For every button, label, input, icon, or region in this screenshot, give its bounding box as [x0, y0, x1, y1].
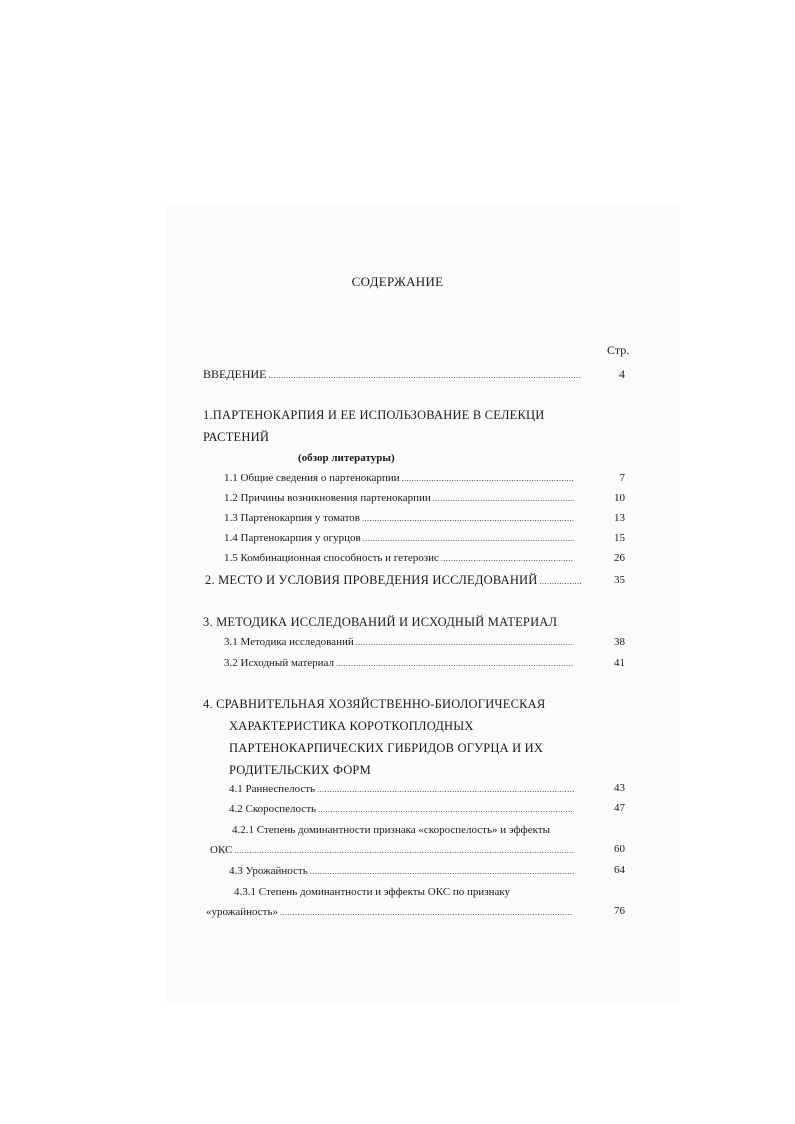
toc-entry-4-1[interactable]: [229, 783, 574, 795]
chapter-1-title-line-2: РАСТЕНИЙ: [203, 430, 270, 444]
toc-entry-label: 4.2 Скороспелость: [229, 803, 317, 815]
chapter-4-title-line-4: РОДИТЕЛЬСКИХ ФОРМ: [229, 763, 371, 777]
toc-entry-3-1[interactable]: [224, 636, 574, 648]
toc-entry-label: 2. МЕСТО И УСЛОВИЯ ПРОВЕДЕНИЯ ИССЛЕДОВАНИЙ: [205, 573, 538, 587]
toc-entry-1-2[interactable]: [224, 492, 574, 504]
toc-entry-label: 1.3 Партенокарпия у томатов: [224, 512, 360, 524]
toc-entry-page: 10: [614, 492, 625, 504]
page-column-header: Стр.: [607, 343, 630, 357]
scanned-sheet: [166, 205, 680, 1005]
toc-entry-1-5[interactable]: [224, 552, 574, 564]
toc-title: СОДЕРЖАНИЕ: [351, 274, 444, 289]
toc-entry-label: 1.1 Общие сведения о партенокарпии: [224, 472, 400, 484]
toc-entry-3-2[interactable]: [224, 657, 574, 669]
toc-entry-page: 47: [614, 802, 625, 814]
toc-entry-page: 64: [614, 864, 625, 876]
toc-entry-1-1[interactable]: [224, 472, 574, 484]
toc-entry-page: 26: [614, 552, 625, 564]
toc-entry-label: ОКС: [210, 844, 233, 856]
chapter-1-subtitle: (обзор литературы): [298, 452, 395, 464]
chapter-1-title-line-1: 1.ПАРТЕНОКАРПИЯ И ЕЕ ИСПОЛЬЗОВАНИЕ В СЕЛЕКЦИ: [203, 408, 545, 422]
toc-entry-page: 15: [614, 532, 625, 544]
toc-entry-page: 76: [614, 905, 625, 917]
chapter-4-title-line-2: ХАРАКТЕРИСТИКА КОРОТКОПЛОДНЫХ: [229, 719, 474, 733]
toc-entry-page: 7: [619, 472, 625, 484]
toc-entry-page: 4: [619, 367, 625, 381]
toc-entry-page: 43: [614, 782, 625, 794]
toc-entry-4-2-1[interactable]: [210, 844, 574, 856]
toc-entry-label: 4.3 Урожайность: [229, 865, 308, 877]
toc-entry-4-3-1[interactable]: [206, 906, 572, 918]
toc-entry-page: 38: [614, 636, 625, 648]
toc-entry-page: 13: [614, 512, 625, 524]
chapter-4-title-line-3: ПАРТЕНОКАРПИЧЕСКИХ ГИБРИДОВ ОГУРЦА И ИХ: [229, 741, 544, 755]
toc-entry-label: ВВЕДЕНИЕ: [203, 367, 267, 381]
toc-entry-label: «урожайность»: [206, 906, 278, 918]
toc-entry-4-2-1-line-1: 4.2.1 Степень доминантности признака «скороспелость» и эффекты: [232, 824, 551, 836]
chapter-3-title: 3. МЕТОДИКА ИССЛЕДОВАНИЙ И ИСХОДНЫЙ МАТЕРИАЛ: [203, 615, 558, 629]
toc-entry-page: 60: [614, 843, 625, 855]
toc-entry-chapter-2[interactable]: [205, 573, 581, 588]
toc-entry-label: 3.2 Исходный материал: [224, 657, 334, 669]
chapter-4-title-line-1: 4. СРАВНИТЕЛЬНАЯ ХОЗЯЙСТВЕННО-БИОЛОГИЧЕСКАЯ: [203, 697, 546, 711]
toc-entry-label: 4.1 Раннеспелость: [229, 783, 316, 795]
toc-entry-page: 35: [614, 574, 625, 586]
toc-entry-page: 41: [614, 657, 625, 669]
toc-entry-4-3-1-line-1: 4.3.1 Степень доминантности и эффекты ОКС по признаку: [234, 886, 511, 898]
toc-entry-label: 3.1 Методика исследований: [224, 636, 354, 648]
toc-entry-1-3[interactable]: [224, 512, 574, 524]
toc-entry-1-4[interactable]: [224, 532, 574, 544]
toc-entry-label: 1.4 Партенокарпия у огурцов: [224, 532, 361, 544]
toc-entry-4-2[interactable]: [229, 803, 574, 815]
toc-entry-label: 1.2 Причины возникновения партенокарпии: [224, 492, 431, 504]
toc-entry-4-3[interactable]: [229, 865, 574, 877]
toc-entry-intro[interactable]: [203, 367, 581, 382]
toc-entry-label: 1.5 Комбинационная способность и гетерозис: [224, 552, 439, 564]
